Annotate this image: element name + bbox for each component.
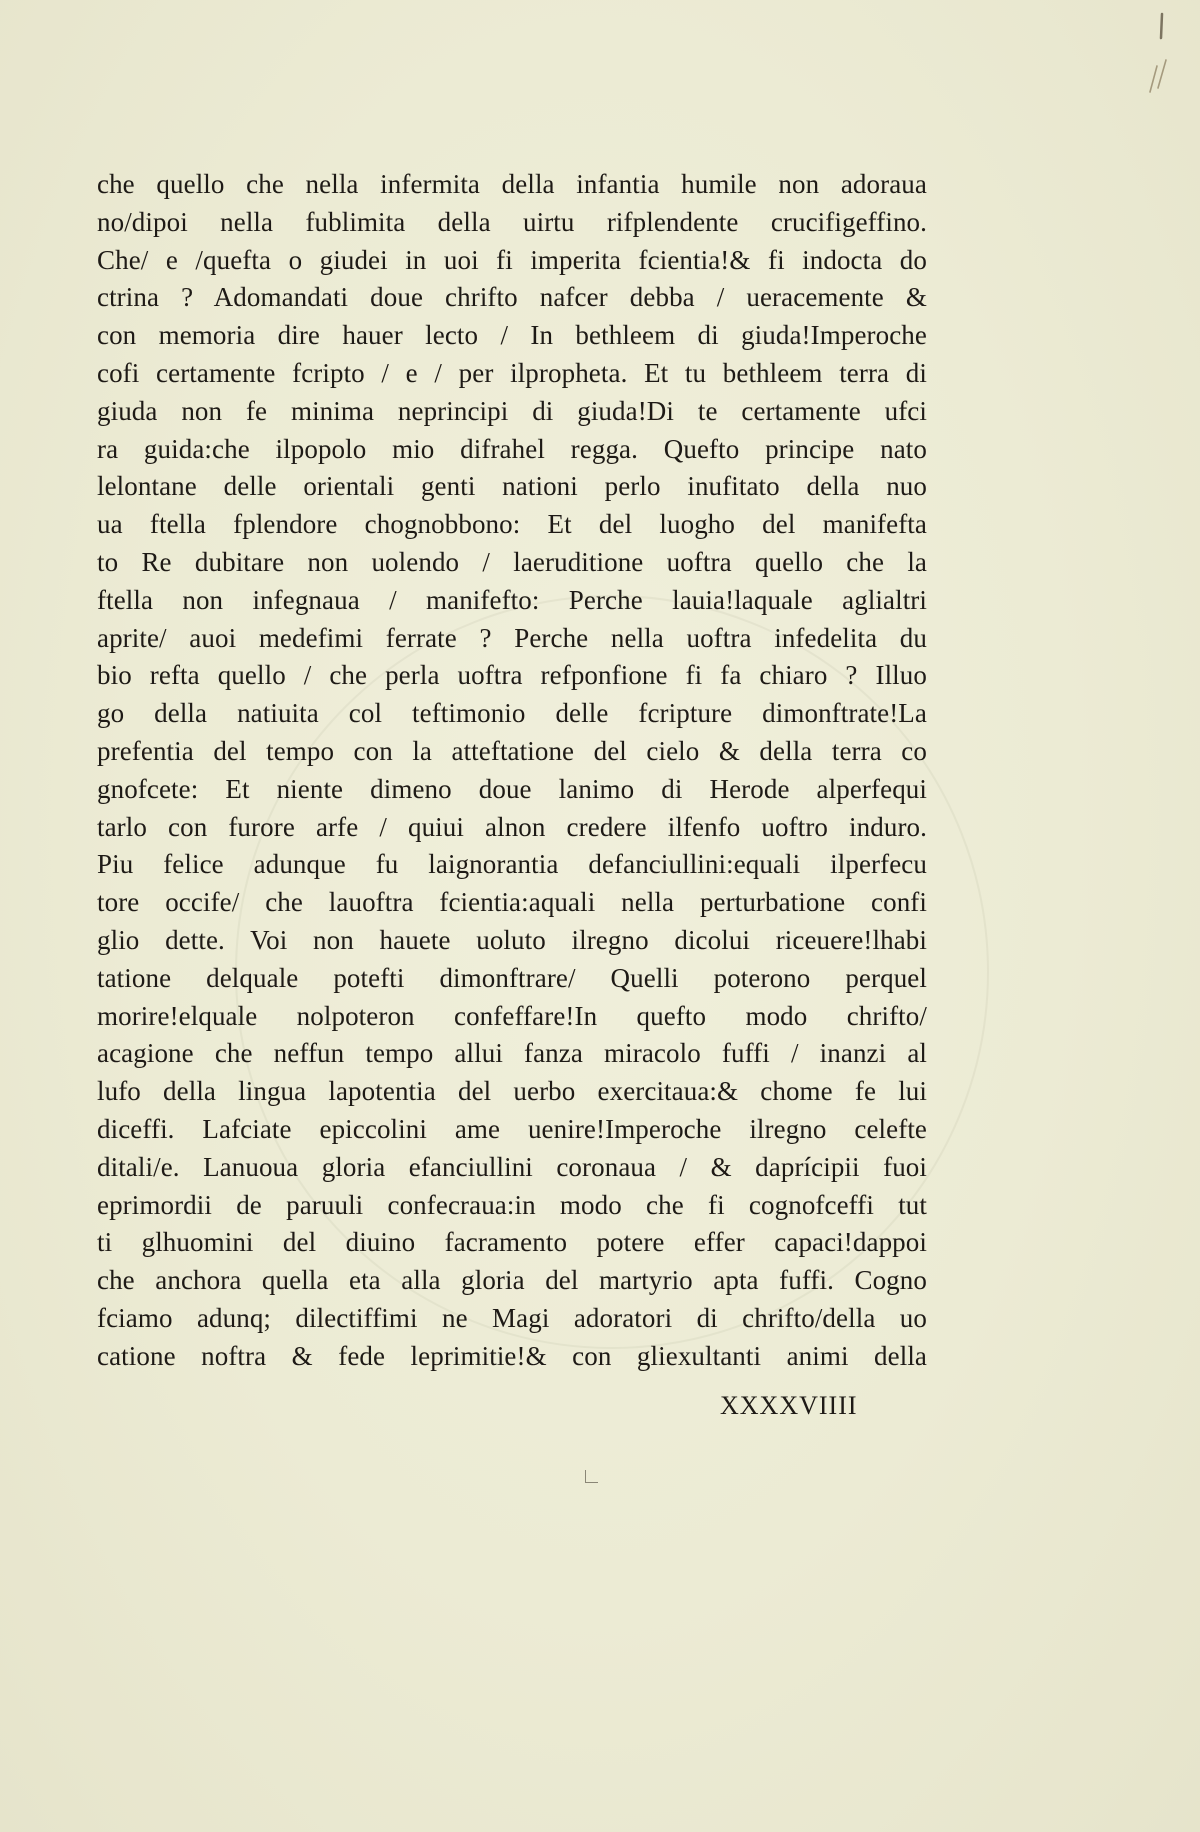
- text-line: eprimordii de paruuli confecraua:in modo che fi cognofceffi tut: [97, 1189, 927, 1220]
- text-line: glio dette. Voi non hauete uoluto ilregno dicolui riceuere!lhabi: [97, 924, 927, 955]
- text-line: ctrina ? Adomandati doue chrifto nafcer debba / ueracemente &: [97, 282, 927, 313]
- text-line: go della natiuita col teftimonio delle fcripture dimonftrate!La: [97, 698, 927, 729]
- text-line: ftella non infegnaua / manifefto: Perche lauia!laquale aglialtri: [97, 584, 927, 615]
- text-line: tarlo con furore arfe / quiui alnon credere ilfenfo uoftro induro.: [97, 811, 927, 842]
- text-line: bio refta quello / che perla uoftra refponfione fi fa chiaro ? Illuo: [97, 660, 927, 691]
- text-line: aprite/ auoi medefimi ferrate ? Perche nella uoftra infedelita du: [97, 622, 927, 653]
- text-line: diceffi. Lafciate epiccolini ame uenire!Imperoche ilregno celefte: [97, 1113, 927, 1144]
- margin-pencil-mark: [1144, 8, 1178, 98]
- text-line: Piu felice adunque fu laignorantia defanciullini:equali ilperfecu: [97, 849, 927, 880]
- text-line: gnofcete: Et niente dimeno doue lanimo di Herode alperfequi: [97, 773, 927, 804]
- text-line: acagione che neffun tempo allui fanza miracolo fuffi / inanzi al: [97, 1038, 927, 1069]
- text-line: che quello che nella infermita della infantia humile non adoraua: [97, 169, 927, 199]
- text-line: prefentia del tempo con la atteftatione del cielo & della terra co: [97, 735, 927, 766]
- text-line: tore occife/ che lauoftra fcientia:aquali nella perturbatione confi: [97, 887, 927, 918]
- text-line: lufo della lingua lapotentia del uerbo exercitaua:& chome fe lui: [97, 1076, 927, 1107]
- text-line: catione noftra & fede leprimitie!& con gliexultanti animi della: [97, 1340, 927, 1371]
- text-line: to Re dubitare non uolendo / laeruditione uoftra quello che la: [97, 546, 927, 577]
- text-line: lelontane delle orientali genti nationi perlo inufitato della nuo: [97, 471, 927, 502]
- text-line: con memoria dire hauer lecto / In bethleem di giuda!Imperoche: [97, 320, 927, 351]
- signature-mark: [585, 1470, 598, 1483]
- text-line: fciamo adunq; dilectiffimi ne Magi adoratori di chrifto/della uo: [97, 1302, 927, 1333]
- text-line: ra guida:che ilpopolo mio difrahel regga. Quefto principe nato: [97, 433, 927, 464]
- text-line: ti glhuomini del diuino facramento potere effer capaci!dappoi: [97, 1227, 927, 1258]
- text-line: ditali/e. Lanuoua gloria efanciullini coronaua / & daprícipii fuoi: [97, 1151, 927, 1182]
- text-line: no/dipoi nella fublimita della uirtu rifplendente crucifigeffino.: [97, 206, 927, 237]
- text-line: ua ftella fplendore chognobbono: Et del luogho del manifefta: [97, 509, 927, 540]
- text-line: tatione delquale potefti dimonftrare/ Quelli poterono perquel: [97, 962, 927, 993]
- text-line: morire!elquale nolpoteron confeffare!In quefto modo chrifto/: [97, 1000, 927, 1031]
- text-line: giuda non fe minima neprincipi di giuda!Di te certamente ufci: [97, 395, 927, 426]
- body-text: [97, 166, 927, 1376]
- text-line: che anchora quella eta alla gloria del martyrio apta fuffi. Cogno: [97, 1265, 927, 1296]
- text-line: cofi certamente fcripto / e / per ilpropheta. Et tu bethleem terra di: [97, 357, 927, 388]
- folio-number: XXXXVIIII: [720, 1391, 858, 1420]
- text-line: Che/ e /quefta o giudei in uoi fi imperita fcientia!& fi indocta do: [97, 244, 927, 275]
